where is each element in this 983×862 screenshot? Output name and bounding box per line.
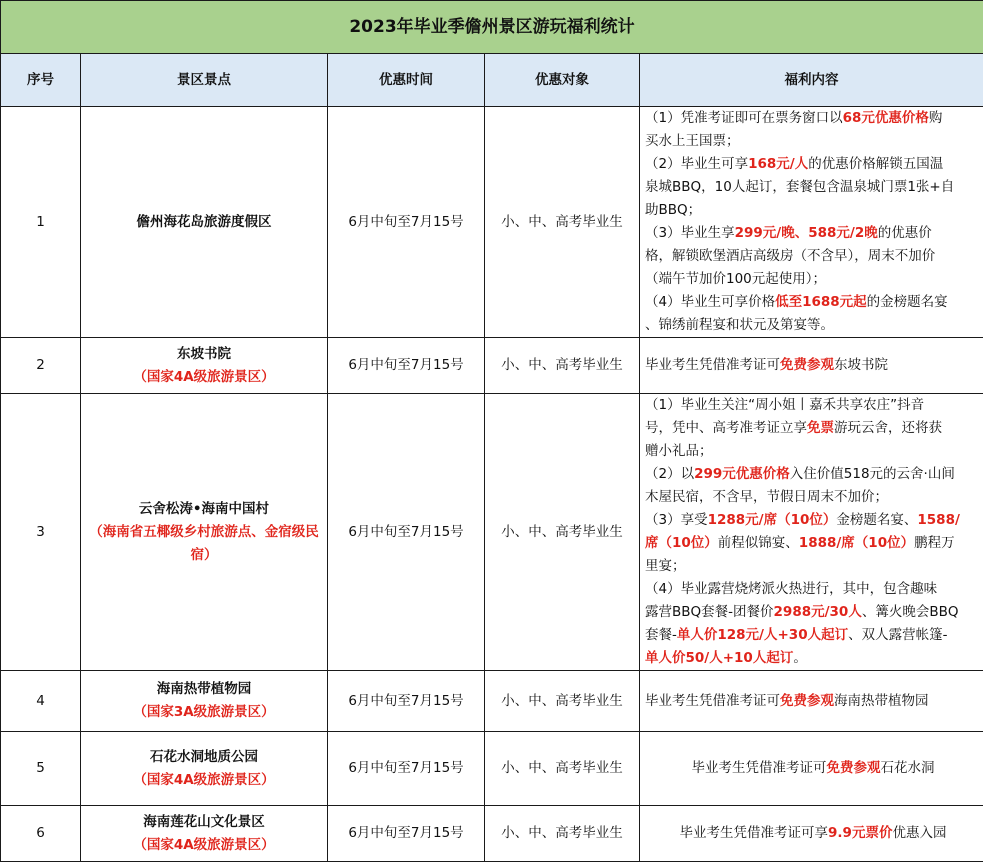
benefit-detail — [640, 107, 983, 338]
header-benefits: 福利内容 — [640, 54, 983, 107]
benefit-text: 号，凭中、高考准考证立享 — [645, 420, 807, 436]
period-cell: 6月中旬至7月15号 — [328, 806, 485, 862]
row-number: 5 — [1, 732, 81, 806]
highlight-text: 免票 — [807, 420, 834, 436]
benefit-line — [645, 647, 981, 670]
benefit-line — [645, 245, 981, 268]
benefit-line — [645, 130, 981, 153]
benefit-line — [645, 199, 981, 222]
benefit-text: 毕业考生凭借准考证可 — [692, 760, 827, 776]
benefit-text: 前程似锦宴、 — [718, 535, 799, 551]
benefit-line — [645, 291, 981, 314]
highlight-text: 1888/席（10位） — [799, 535, 914, 551]
benefit-text: 的金榜题名宴 — [867, 294, 948, 310]
highlight-text: 单人价50/人+10人起订 — [645, 650, 793, 666]
benefit-text: （1）毕业生关注“周小姐丨嘉禾共享农庄”抖音 — [645, 397, 924, 413]
benefit-text: 金榜题名宴、 — [836, 512, 917, 528]
highlight-text: 1588/ — [917, 512, 960, 528]
benefit-line — [645, 532, 981, 555]
benefit-line — [645, 690, 981, 713]
highlight-text: 168元/人 — [748, 156, 808, 172]
benefit-text: 的优惠价 — [878, 225, 932, 241]
benefit-text: （4）毕业生可享价格 — [645, 294, 775, 310]
benefit-text: 套餐- — [645, 627, 677, 643]
attraction-name: 石花水洞地质公园 — [150, 749, 258, 765]
highlight-text: 299元优惠价格 — [694, 466, 790, 482]
highlight-text: 免费参观 — [780, 357, 834, 373]
highlight-text: 299元/晚、588元/2晚 — [735, 225, 878, 241]
table-row — [1, 806, 983, 862]
attraction-name: 海南莲花山文化景区 — [143, 814, 265, 830]
benefit-text: 格，解锁欧堡酒店高级房（不含早），周末不加价 — [645, 248, 935, 264]
highlight-text: 1288元/席（10位） — [708, 512, 837, 528]
benefit-text: 、锦绣前程宴和状元及第宴等。 — [645, 317, 834, 333]
benefit-text: 的优惠价格解锁五国温 — [808, 156, 943, 172]
benefit-text: （2）以 — [645, 466, 694, 482]
benefit-text: 助BBQ； — [645, 202, 701, 218]
benefit-line — [645, 314, 981, 337]
benefit-line — [645, 578, 981, 601]
benefit-text: 入住价值518元的云舍·山间 — [790, 466, 955, 482]
attraction-cell — [81, 394, 328, 671]
attraction-name: 海南热带植物园 — [157, 681, 252, 697]
benefit-line — [645, 757, 981, 780]
benefit-line — [645, 486, 981, 509]
benefit-text: 毕业考生凭借准考证可享 — [680, 825, 829, 841]
highlight-text: 68元优惠价格 — [843, 110, 929, 126]
rating-label: （国家4A级旅游景区） — [81, 769, 327, 792]
table-row — [1, 107, 983, 338]
header-no: 序号 — [1, 54, 81, 107]
benefit-line — [645, 107, 981, 130]
highlight-text: 9.9元票价 — [828, 825, 892, 841]
row-number: 3 — [1, 394, 81, 671]
row-number: 1 — [1, 107, 81, 338]
benefit-text: （3）毕业生享 — [645, 225, 735, 241]
row-number: 2 — [1, 338, 81, 394]
benefit-line — [645, 417, 981, 440]
header-target: 优惠对象 — [485, 54, 640, 107]
highlight-text: 低至1688元起 — [775, 294, 867, 310]
table-row — [1, 394, 983, 671]
rating-label: （国家3A级旅游景区） — [81, 701, 327, 724]
benefit-text: 、双人露营帐篷- — [848, 627, 947, 643]
period-cell: 6月中旬至7月15号 — [328, 107, 485, 338]
benefit-line — [645, 394, 981, 417]
benefit-text: 优惠入园 — [892, 825, 946, 841]
title-row — [1, 1, 983, 54]
header-row — [1, 54, 983, 107]
attraction-cell — [81, 732, 328, 806]
table-row — [1, 671, 983, 732]
benefit-text: 游玩云舍，还将获 — [834, 420, 942, 436]
benefit-text: 露营BBQ套餐-团餐价 — [645, 604, 774, 620]
benefit-text: 、篝火晚会BBQ — [862, 604, 959, 620]
benefit-line — [645, 440, 981, 463]
target-cell: 小、中、高考毕业生 — [485, 732, 640, 806]
target-cell: 小、中、高考毕业生 — [485, 806, 640, 862]
benefit-text: 买水上王国票； — [645, 133, 740, 149]
benefit-detail — [640, 394, 983, 671]
benefit-line — [645, 268, 981, 291]
benefit-line — [645, 354, 981, 377]
header-period: 优惠时间 — [328, 54, 485, 107]
benefit-text: 毕业考生凭借准考证可 — [645, 693, 780, 709]
benefit-text: 鹏程万 — [914, 535, 955, 551]
benefit-text: 赠小礼品； — [645, 443, 713, 459]
attraction-name: 东坡书院 — [177, 346, 231, 362]
benefit-text: （端午节加价100元起使用）； — [645, 271, 826, 287]
rating-label: （海南省五椰级乡村旅游点、金宿级民宿） — [87, 521, 321, 567]
row-number: 6 — [1, 806, 81, 862]
benefit-line — [645, 176, 981, 199]
period-cell: 6月中旬至7月15号 — [328, 338, 485, 394]
target-cell: 小、中、高考毕业生 — [485, 671, 640, 732]
benefit-detail — [640, 671, 983, 732]
benefit-text: （2）毕业生可享 — [645, 156, 748, 172]
benefit-text: 海南热带植物园 — [834, 693, 929, 709]
target-cell: 小、中、高考毕业生 — [485, 394, 640, 671]
target-cell: 小、中、高考毕业生 — [485, 107, 640, 338]
benefit-text: （3）享受 — [645, 512, 708, 528]
page-title: 2023年毕业季儋州景区游玩福利统计 — [1, 1, 983, 54]
attraction-cell — [81, 806, 328, 862]
rating-label: （国家4A级旅游景区） — [81, 834, 327, 857]
benefit-line — [645, 222, 981, 245]
highlight-text: 单人价128元/人+30人起订 — [677, 627, 848, 643]
benefit-line — [645, 509, 981, 532]
highlight-text: 2988元/30人 — [774, 604, 862, 620]
period-cell: 6月中旬至7月15号 — [328, 671, 485, 732]
table-row — [1, 732, 983, 806]
attraction-name: 云舍松涛•海南中国村 — [139, 501, 269, 517]
attraction-cell — [81, 338, 328, 394]
attraction-cell — [81, 671, 328, 732]
benefit-text: 购 — [929, 110, 943, 126]
highlight-text: 免费参观 — [780, 693, 834, 709]
benefit-text: 。 — [793, 650, 807, 666]
row-number: 4 — [1, 671, 81, 732]
benefit-text: （1）凭准考证即可在票务窗口以 — [645, 110, 843, 126]
period-cell: 6月中旬至7月15号 — [328, 732, 485, 806]
benefit-detail — [640, 806, 983, 862]
table-row — [1, 338, 983, 394]
header-attraction: 景区景点 — [81, 54, 328, 107]
benefit-line — [645, 624, 981, 647]
benefit-text: 毕业考生凭借准考证可 — [645, 357, 780, 373]
benefit-detail — [640, 732, 983, 806]
highlight-text: 免费参观 — [827, 760, 881, 776]
attraction-name: 儋州海花岛旅游度假区 — [137, 214, 272, 230]
highlight-text: 席（10位） — [645, 535, 718, 551]
benefit-detail — [640, 338, 983, 394]
benefit-line — [645, 463, 981, 486]
attraction-cell — [81, 107, 328, 338]
benefit-text: 泉城BBQ，10人起订，套餐包含温泉城门票1张+自 — [645, 179, 954, 195]
target-cell: 小、中、高考毕业生 — [485, 338, 640, 394]
benefit-text: 木屋民宿，不含早，节假日周末不加价； — [645, 489, 888, 505]
period-cell: 6月中旬至7月15号 — [328, 394, 485, 671]
benefit-text: 东坡书院 — [834, 357, 888, 373]
benefit-line — [645, 601, 981, 624]
benefit-text: 石花水洞 — [881, 760, 935, 776]
benefit-text: 里宴； — [645, 558, 686, 574]
benefit-text: （4）毕业露营烧烤派火热进行，其中，包含趣味 — [645, 581, 937, 597]
benefit-line — [645, 555, 981, 578]
rating-label: （国家4A级旅游景区） — [81, 366, 327, 389]
benefit-line — [645, 153, 981, 176]
